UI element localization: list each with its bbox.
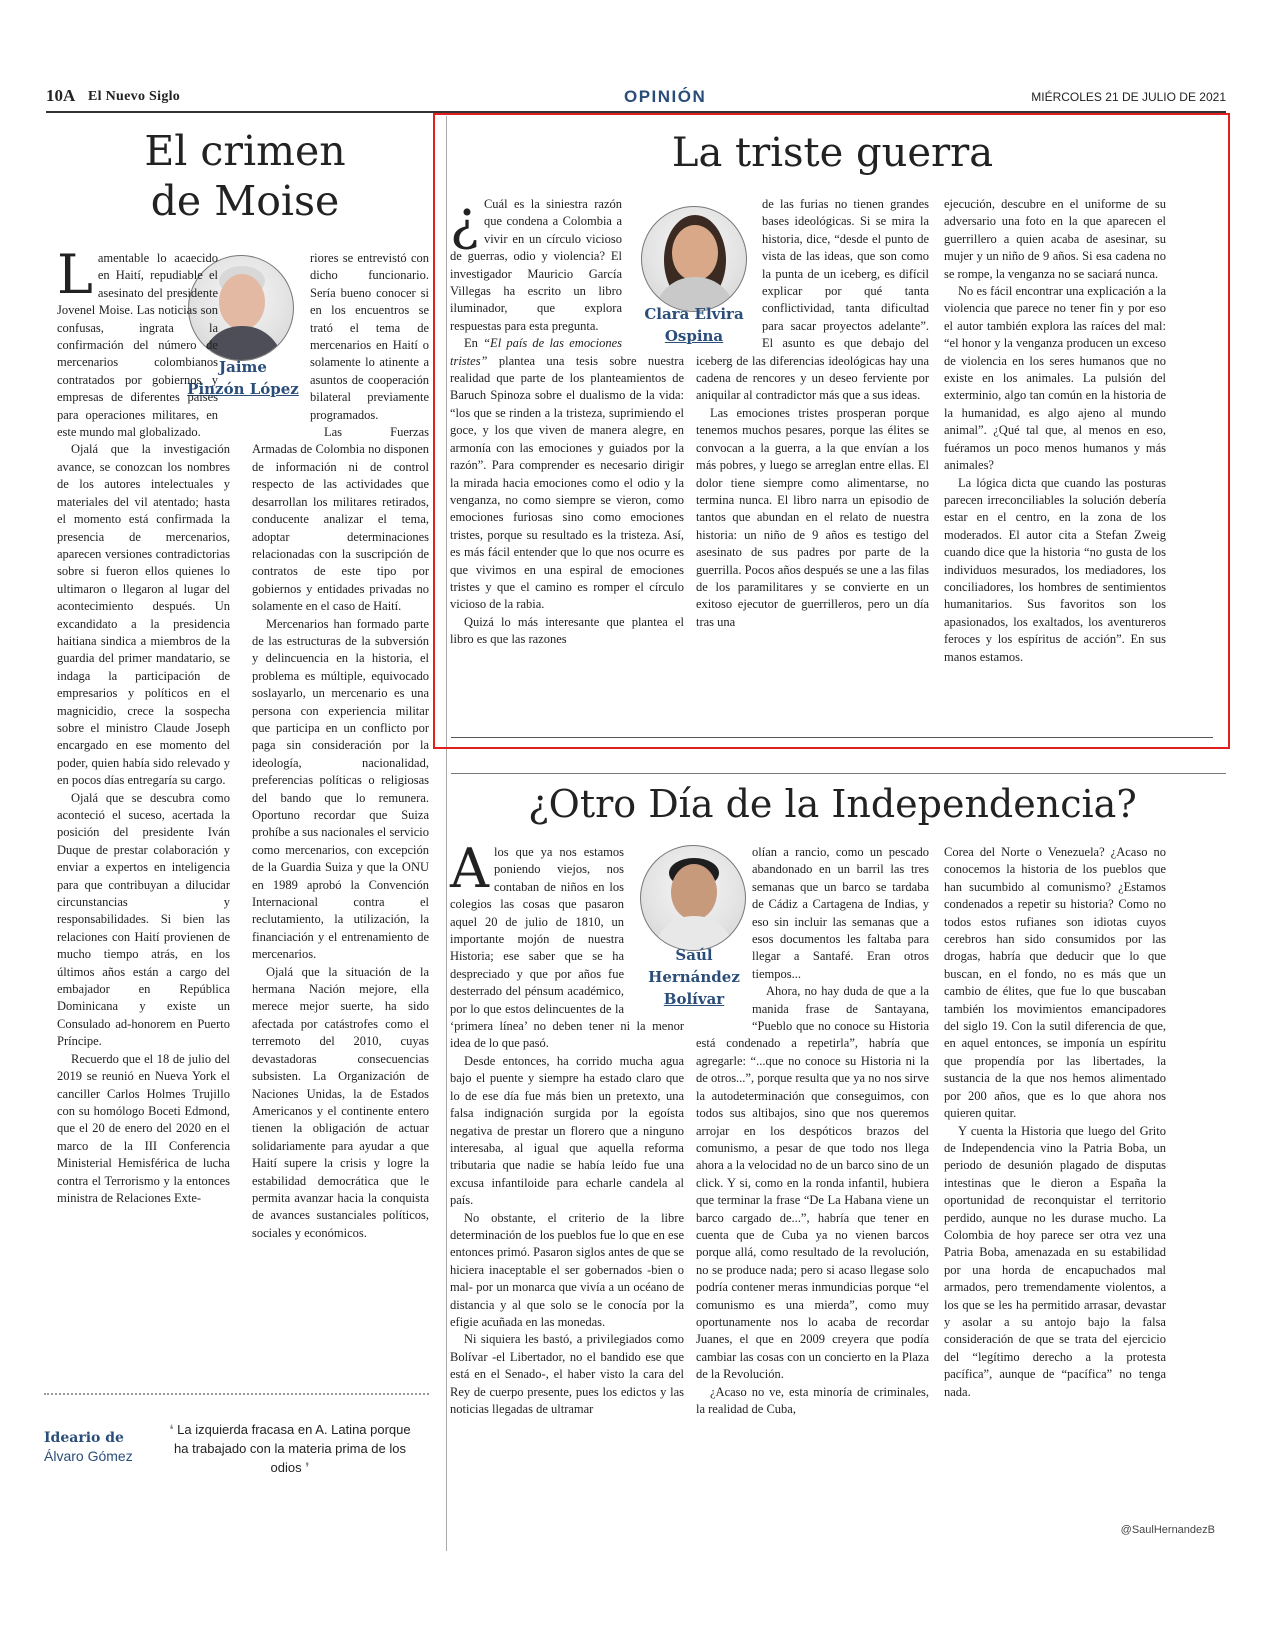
article1-column-2: riores se entrevistó con dicho funcionario. Sería bueno conocer si en los encuentros se trató el tema de mercenarios en Haití o solamente lo atinente a asuntos de cooperación bilateral previamente programados. Las Fuerzas Armadas de Colombia no disponen de información ni de control respecto de las actividades que desarrollan los militares retirados, conducente analizar el tema, adoptar determinaciones relacionadas con la suscripción de contratos de este tipo por gobiernos y entidades privadas no solamente en el caso de Haití. Mercenarios han formado parte de las estructuras de la subversión y delincuencia en la historia, el problema es múltiple, equivocado soslayarlo, un mercenario es una persona con experiencia militar que participa en un conflicto por paga sin consideración por la ideología, nacionalidad, preferencias políticas o religiosas del bando que lo remunera. Oportuno recordar que Suiza prohíbe a sus nacionales el servicio como mercenarios, con excepción de la Guardia Suiza y que la ONU en 1989 aprobó la Convención Internacional contra el reclutamiento, la utilización, la financiación y el entrenamiento de mercenarios. Ojalá que la situación de la hermana Nación mejore, ella merece mejor suerte, ha sido afectada por catástrofes como el terremoto del 2010, cuyas devastadoras consecuencias subsisten. La Organización de Naciones Unidas, la de Estados Americanos y el continente entero tienen la obligación de actuar solidariamente para ayudar a que Haití supere la crisis y logre la estabilidad democrática que le permita avanzar hacia la conquista de avances sustanciales políticos, sociales y económicos. xyxy=(252,251,429,1240)
author-name-jaime-pinzon: Jaime Pinzón López xyxy=(187,358,299,398)
author-handle: @SaulHernandezB xyxy=(1120,1524,1215,1536)
author-name-clara-ospina: Clara Elvira Ospina xyxy=(644,305,744,345)
article3-title: ¿Otro Día de la Independencia? xyxy=(528,782,1137,826)
close-quote-icon: ❜ xyxy=(301,1460,310,1475)
ideario-quote: ❛ La izquierda fracasa en A. Latina porque ha trabajado con la materia prima de los odios ❜ xyxy=(169,1422,411,1475)
ideario-label: Ideario de Álvaro Gómez xyxy=(44,1430,133,1464)
article1-column-1: Lamentable lo acaecido en Haití, repudiable el asesinato del presidente Jovenel Moise. Las noticias son confusas, ingrata la confirmación del número de mercenarios colombianos contratados por gobiernos y empresas de diferentes países para operaciones militares, en este mundo mal globalizado. Ojalá que la investigación avance, se conozcan los nombres de los autores intelectuales y materiales del vil atentado; hasta el momento está confirmada la presencia de mercenarios, aparecen versiones contradictorias sobre si fueron ellos quienes lo ultimaron o llegaron al lugar del acontecimiento después. Un excandidato a la presidencia haitiana sindica a miembros de la guardia del primer mandatario, se indaga la participación de empresarios y políticos en el magnicidio, crece la sospecha sobre el ministro Claude Joseph encargado en ese momento del poder, quien había sido relevado y en pocos días entregaría su cargo. Ojalá que se descubra como aconteció el suceso, acertada la posición del presidente Iván Duque de prestar colaboración y enviar a expertos en inteligencia para que contribuyan a dilucidar circunstancias y responsabilidades. Si bien las relaciones con Haití provienen de mucho tiempo atrás, en los últimos años están a cargo del embajador en República Dominicana y existe un Consulado ad-honorem en Puerto Príncipe. Recuerdo que el 18 de julio del 2019 se reunió en Nueva York el canciller Carlos Holmes Trujillo con su homólogo Boceti Edmond, que el 20 de enero del 2020 en el marco de la III Conferencia Ministerial Hemisférica de lucha contra el Terrorismo y la entonces ministra de Relaciones Exte- xyxy=(57,243,230,1205)
page-number: 10A xyxy=(46,86,76,105)
article2-column-3: ejecución, descubre en el uniforme de su adversario una foto en la que aparecen el guerrillero a quien acaba de asesinar, su mujer y un niño de 9 años. Si esa cadena no se rompe, la venganza no se saciará nunca. No es fácil encontrar una explicación a la violencia que parece no tener fin y por eso el autor también explora las raíces del mal: “el honor y la venganza producen un exceso de violencia en los seres humanos que no existe en los animales. La pulsión del exterminio, algo tan común en la historia de la humanidad, es algo ajeno al mundo animal”. ¿Qué tal que, al menos en eso, fuéramos un poco menos humanos y más animales? La lógica dicta que cuando las posturas parecen irreconciliables la solución debería estar en el centro, en la zona de los moderados. El autor cita a Stefan Zweig cuando dice que la historia “no gusta de los individuos mesurados, los mediadores, los conciliadores, los hombres de sentimientos humanitarios. Sus favoritos son los apasionados, los exaltados, los aventureros feroces y los espíritus de acción”. En sus manos estamos. xyxy=(944,197,1166,664)
newspaper-name: El Nuevo Siglo xyxy=(88,89,181,104)
section-label: OPINIÓN xyxy=(624,87,707,106)
article1-title: El crimen de Moise xyxy=(144,127,346,225)
ideario-rule xyxy=(44,1393,429,1395)
article2-title: La triste guerra xyxy=(671,130,994,176)
article3-column-1: Alos que ya nos estamos poniendo viejos, nos contaban de niños en los colegios las cosas que pasaron aquel 20 de julio de 1810, un importante mojón de nuestra Historia; ese saber que se ha despreciado y que por años fue desterrado del pénsum académico, por lo que estos delincuentes de la ‘primera línea’ no deben tener ni la menor idea de lo que pasó. Desde entonces, ha corrido mucha agua bajo el puente y siempre ha estado claro que lo de ese día fue más bien un pretexto, una falsa indignación surgida por la egoísta negativa de prestar un florero que a ninguno interesaba, al igual que aquella reforma tributaria que nadie se había leído fue una excusa infantiloide para echarle candela al país. No obstante, el criterio de la libre determinación de los pueblos fue lo que en ese entonces primó. Pasaron siglos antes de que se hiciera inaceptable el ser gobernados -bien o mal- por un monarca que vivía a un océano de distancia y al que solo se le conocía por la efigie acuñada en las monedas. Ni siquiera les bastó, a privilegiados como Bolívar -el Libertador, no el bandido ese que está en el Senado-, el haber visto la cara del Rey de cuerpo presente, pues los edictos y las noticias llegadas de ultramar xyxy=(450,837,684,1416)
page-header xyxy=(46,86,1226,110)
dropcap: ¿ xyxy=(450,189,479,252)
dropcap: A xyxy=(450,837,489,900)
open-quote-icon: ❛ xyxy=(169,1422,178,1437)
article2-bottom-rule xyxy=(451,737,1213,738)
author-name-saul-hernandez: Saúl Hernández Bolívar xyxy=(648,946,740,1008)
article2-column-1: ¿ Cuál es la siniestra razón que condena a Colombia a vivir en un círculo vicioso de guerras, odio y violencia? El investigador Mauricio García Villegas ha escrito un libro iluminador, que explora respuestas para esta pregunta. En “El país de las emociones tristes” plantea una tesis sobre nuestra realidad que parte de los planteamientos de Baruch Spinoza sobre el dualismo de la vida: “los que se rinden a la tristeza, suprimiendo el goce, y los que viven de manera alegre, en armonía con las emociones y guiados por la razón”. Para comprender es necesario dirigir la mirada hacia emociones como el odio y la venganza, no como siempre se vieron, como emociones furiosas sino como emociones tristes, porque su resultado es la tristeza. Así, es más fácil entender que lo que nos ocurre es que vivimos en una espiral de emociones tristes y que el camino es romper el círculo vicioso de la rabia. Quizá lo más interesante que plantea el libro es que las razones xyxy=(450,189,684,647)
dropcap: L xyxy=(57,243,93,306)
section-divider xyxy=(451,773,1226,774)
article2-column-2: de las furias no tienen grandes bases ideológicas. Si se mira la historia, dice, “desde el punto de vista de las ideas, que son como la punta de un iceberg, es difícil explicar por qué tanta conflictividad, tanta dificultad para sacar proyectos adelante”. El asunto es que debajo del iceberg de las diferencias ideológicas hay una cadena de rencores y un deseo ferviente por aniquilar al contradictor más que a sus ideas. Las emociones tristes prosperan porque tenemos muchos pesares, porque las élites se convocan a la guerra, a la que envían a los más pobres, y luego se arreglan entre ellas. El dolor tiene siempre como alimentarse, no termina nunca. El libro narra un episodio de tantos que abundan en el relato de nuestra historia: un niño de 9 años es testigo del asesinato de sus padres por parte de la guerrilla. Pocos años después se une a las filas de los paramilitares y se convierte en un exitoso ejecutor de guerrilleros, pero un día tras una xyxy=(696,197,929,629)
article3-column-3: Corea del Norte o Venezuela? ¿Acaso no conocemos la historia de los pueblos que han sucumbido al comunismo? ¿Estamos condenados a repetir su historia? Como no todos estos rufianes son idiotas cuyos cerebros han sido consumidos por las drogas, habría que deducir que lo que buscan, en el fondo, no es más que un cambio de élites, que fue lo que buscaban también los movimientos emancipadores del siglo 19. Con la sutil diferencia de que, en aquel entonces, se imponía un espíritu que propendía por las libertades, la sustancia de la que nos hemos alimentado por 200 años, que es lo que ahora nos quieren quitar. Y cuenta la Historia que luego del Grito de Independencia vino la Patria Boba, un periodo de desunión plagado de disputas intestinas que le dieron a España la oportunidad de reconquistar el territorio perdido, aunque no les durase mucho. La Colombia de hoy parece ser otra vez una Patria Boba, amenazada en su estabilidad por una horda de encapuchados mal armados, pero tremendamente violentos, a los que se les ha permitido arrasar, devastar y asolar a su antojo bajo la falsa consideración de que se trata del ejercicio del “legítimo derecho a la protesta pacífica”, aunque de “pacífica” no tenga nada. xyxy=(944,845,1166,1399)
article3-column-2: olían a rancio, como un pescado abandonado en un barril las tres semanas que un barco se tardaba de Cádiz a Cartagena de Indias, y eso sin incluir las semanas que a esos documentos les faltaba para llegar a Santafé. Eran otros tiempos... Ahora, no hay duda de que a la manida frase de Santayana, “Pueblo que no conoce su Historia está condenado a repetirla”, habría que agregarle: “...que no conoce su Historia ni la de otros...”, porque resulta que ya no nos sirve la autodeterminación que conseguimos, con todos sus altibajos, sino que nos queremos arrojar en los despóticos brazos del comunismo, a pesar de que todo nos llega ahora a la velocidad no de un barco sino de un click. Y si, como en la ronda infantil, hubiera que terminar la frase “De La Habana viene un barco cargado de...”, habría que tener en cuenta que de Cuba ya no vienen barcos porque allá, como resultado de la revolución, no se produce nada; pero si acaso llegase solo podría contener meras inmundicias porque “el comunismo es una mierda”, como muy oportunamente nos lo acaba de recordar Juanes, el que en 2009 creyera que podía cambiar las cosas con un concierto en la Plaza de la Revolución. ¿Acaso no ve, esta minoría de criminales, la realidad de Cuba, xyxy=(696,845,929,1416)
issue-date: MIÉRCOLES 21 DE JULIO DE 2021 xyxy=(1031,90,1226,104)
